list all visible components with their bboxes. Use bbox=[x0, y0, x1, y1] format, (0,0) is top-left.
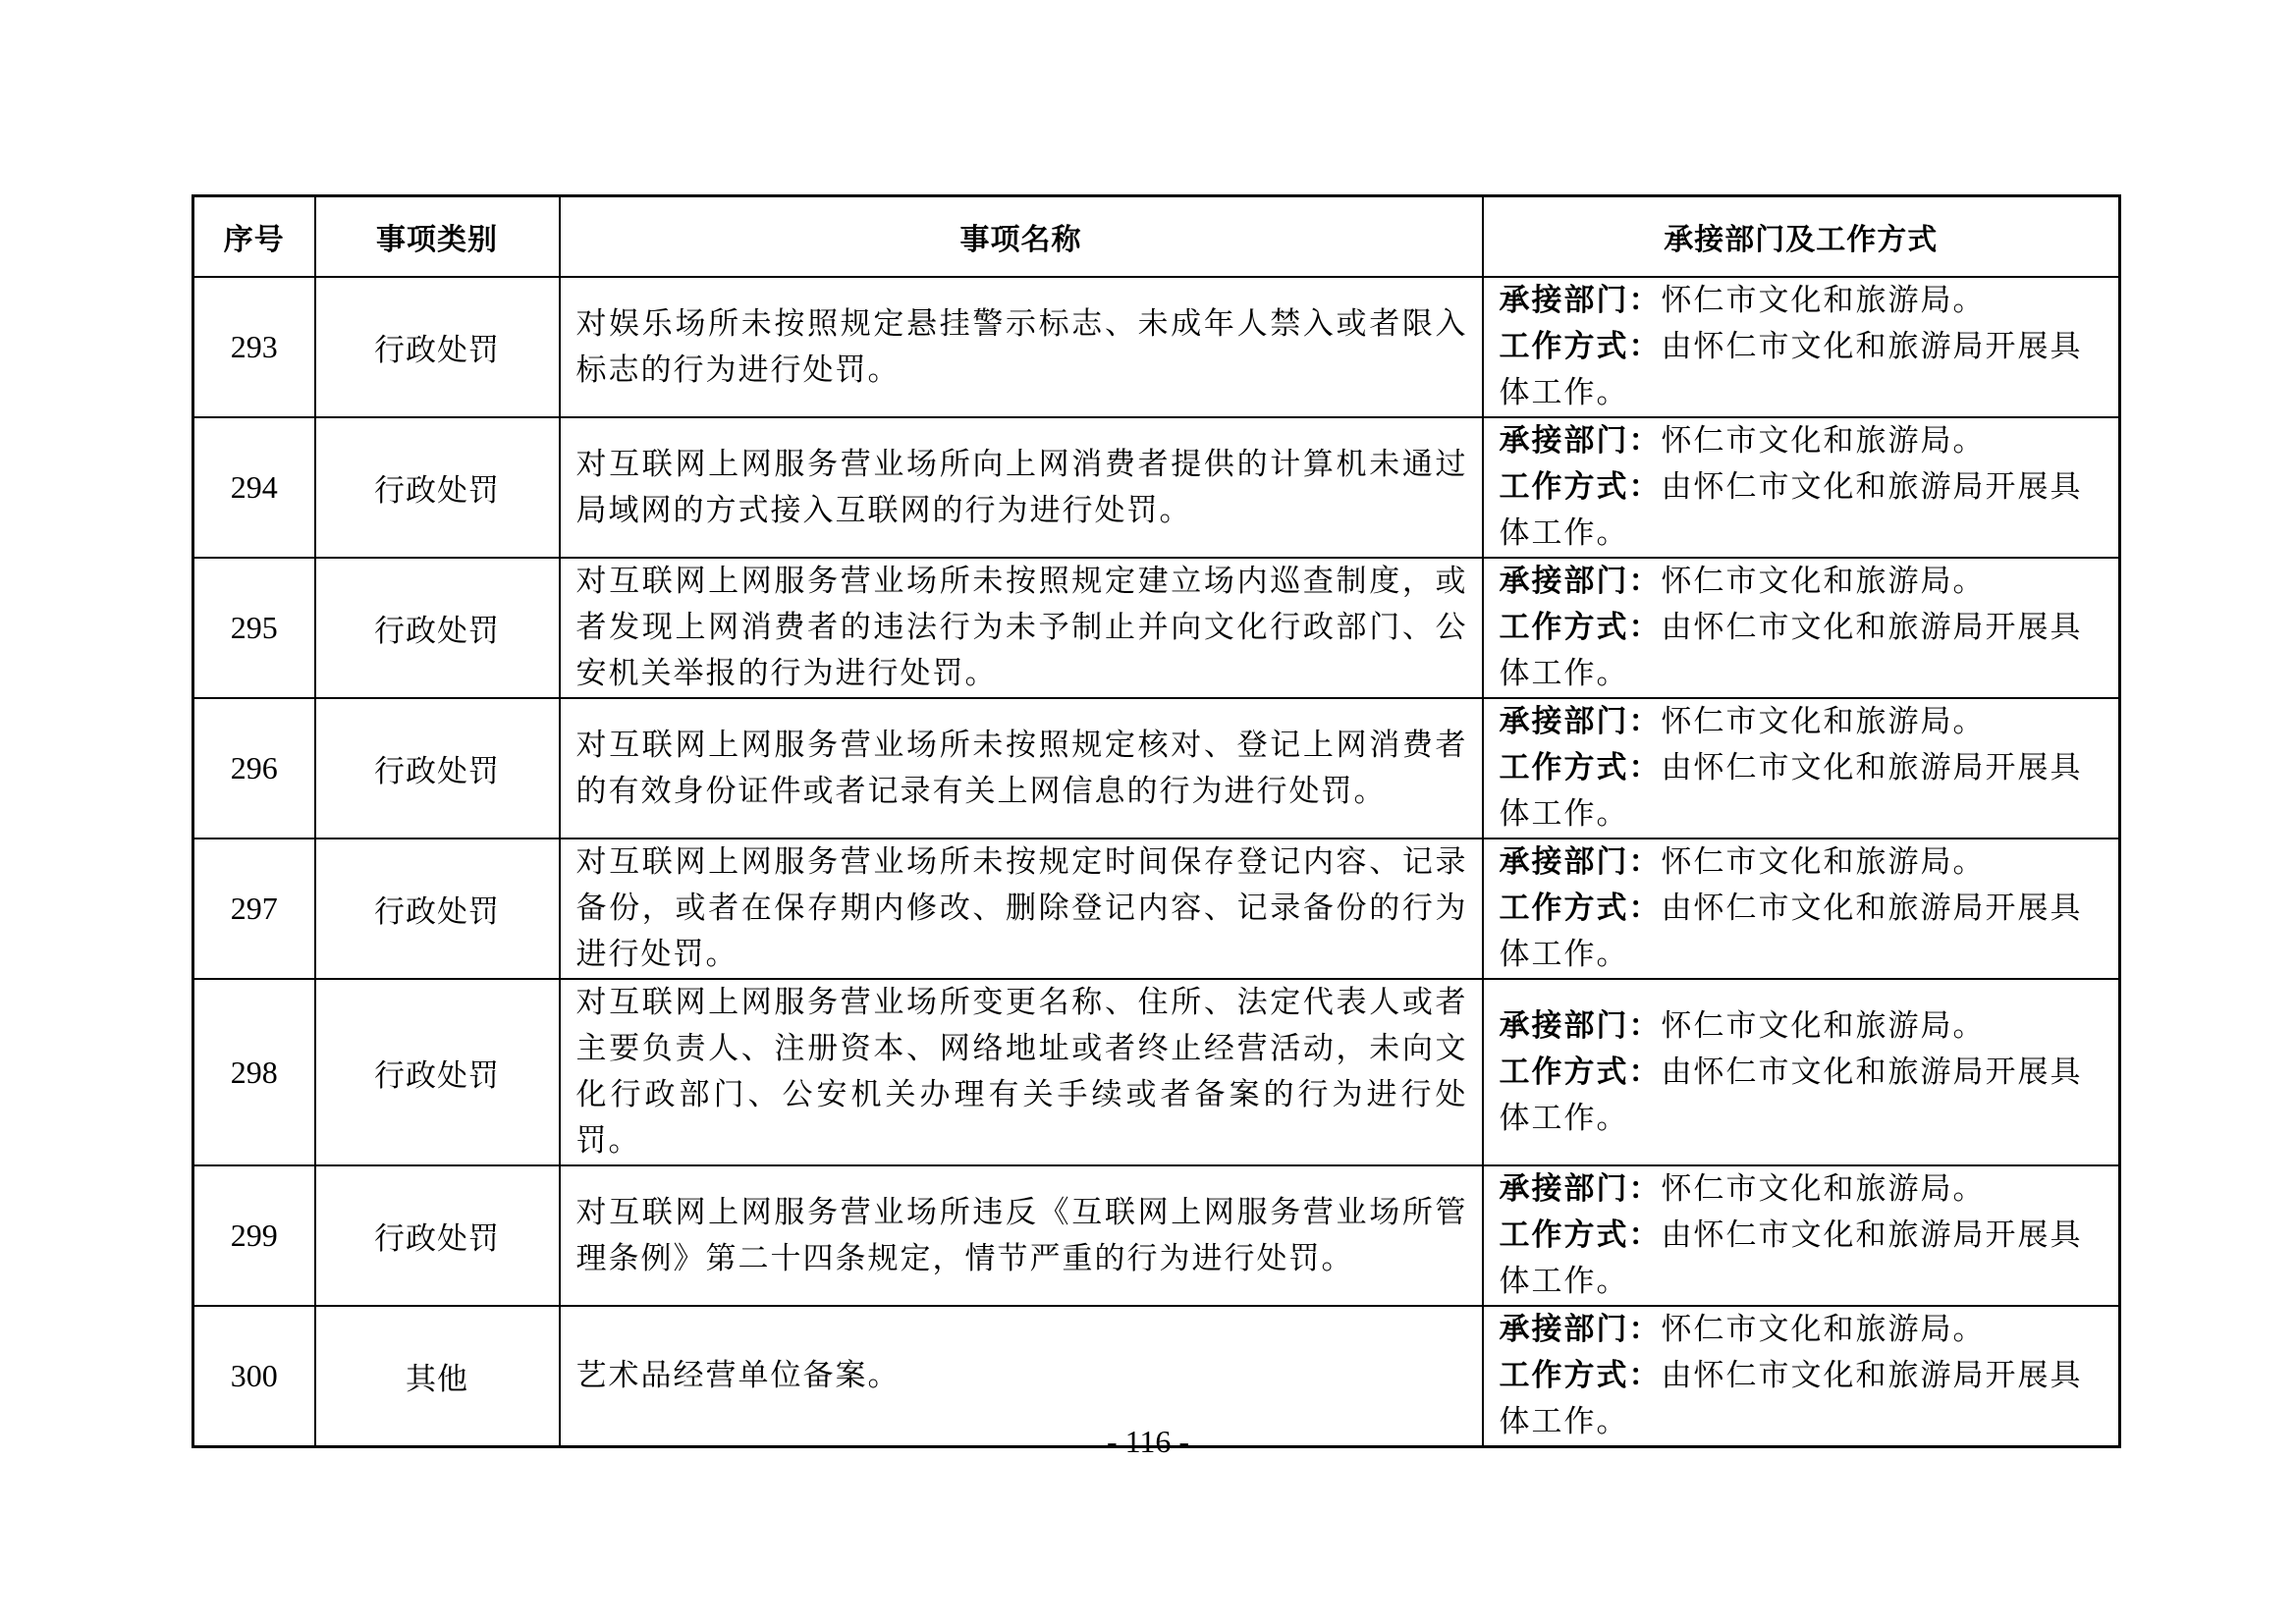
table-row bbox=[193, 979, 2120, 1165]
dept-value: 怀仁市文化和旅游局。 bbox=[1661, 844, 1986, 880]
dept-value: 怀仁市文化和旅游局。 bbox=[1661, 1312, 1986, 1347]
method-value: 由怀仁市文化和旅游局开展具体工作。 bbox=[1499, 469, 2083, 551]
row-no: 293 bbox=[193, 277, 315, 417]
dept-label: 承接部门： bbox=[1499, 1171, 1662, 1207]
row-dept bbox=[1483, 698, 2120, 839]
table-row bbox=[193, 1165, 2120, 1306]
method-line bbox=[1500, 1213, 2105, 1305]
method-label: 工作方式： bbox=[1499, 1054, 1662, 1090]
header-no: 序号 bbox=[193, 196, 315, 278]
dept-value: 怀仁市文化和旅游局。 bbox=[1661, 1007, 1986, 1044]
dept-line bbox=[1500, 699, 2105, 745]
dept-label: 承接部门： bbox=[1499, 283, 1662, 318]
header-name: 事项名称 bbox=[560, 196, 1483, 278]
page-number: - 116 - bbox=[1106, 1424, 1190, 1459]
dept-value: 怀仁市文化和旅游局。 bbox=[1661, 423, 1986, 459]
method-value: 由怀仁市文化和旅游局开展具体工作。 bbox=[1499, 750, 2083, 832]
header-category: 事项类别 bbox=[315, 196, 560, 278]
method-value: 由怀仁市文化和旅游局开展具体工作。 bbox=[1499, 1054, 2083, 1136]
row-name: 对互联网上网服务营业场所未按照规定建立场内巡查制度，或者发现上网消费者的违法行为未予制止并向文化行政部门、公安机关举报的行为进行处罚。 bbox=[560, 558, 1483, 698]
dept-line bbox=[1500, 1003, 2105, 1050]
row-dept bbox=[1483, 277, 2120, 417]
method-line bbox=[1500, 745, 2105, 838]
dept-line bbox=[1500, 418, 2105, 464]
row-category: 行政处罚 bbox=[315, 417, 560, 558]
method-label: 工作方式： bbox=[1499, 1358, 1662, 1393]
dept-value: 怀仁市文化和旅游局。 bbox=[1661, 564, 1986, 599]
dept-line bbox=[1500, 839, 2105, 886]
row-name: 对互联网上网服务营业场所向上网消费者提供的计算机未通过局域网的方式接入互联网的行为进行处罚。 bbox=[560, 417, 1483, 558]
method-line bbox=[1500, 1050, 2105, 1142]
dept-line bbox=[1500, 1166, 2105, 1213]
dept-label: 承接部门： bbox=[1499, 564, 1662, 599]
row-dept bbox=[1483, 1165, 2120, 1306]
row-name: 对娱乐场所未按照规定悬挂警示标志、未成年人禁入或者限入标志的行为进行处罚。 bbox=[560, 277, 1483, 417]
row-category: 行政处罚 bbox=[315, 839, 560, 979]
method-value: 由怀仁市文化和旅游局开展具体工作。 bbox=[1499, 610, 2083, 691]
dept-label: 承接部门： bbox=[1499, 423, 1662, 459]
method-line bbox=[1500, 605, 2105, 697]
table-row bbox=[193, 558, 2120, 698]
item-table bbox=[191, 194, 2121, 1448]
method-value: 由怀仁市文化和旅游局开展具体工作。 bbox=[1499, 891, 2083, 972]
row-category: 其他 bbox=[315, 1306, 560, 1447]
dept-line bbox=[1500, 278, 2105, 324]
dept-label: 承接部门： bbox=[1499, 1312, 1662, 1347]
row-category: 行政处罚 bbox=[315, 277, 560, 417]
row-no: 296 bbox=[193, 698, 315, 839]
dept-value: 怀仁市文化和旅游局。 bbox=[1661, 1171, 1986, 1207]
table-header-row bbox=[193, 196, 2120, 278]
method-label: 工作方式： bbox=[1499, 1217, 1662, 1253]
row-category: 行政处罚 bbox=[315, 1165, 560, 1306]
dept-value: 怀仁市文化和旅游局。 bbox=[1661, 704, 1986, 739]
row-no: 299 bbox=[193, 1165, 315, 1306]
dept-label: 承接部门： bbox=[1499, 1007, 1662, 1044]
dept-line bbox=[1500, 1307, 2105, 1353]
row-name: 艺术品经营单位备案。 bbox=[560, 1306, 1483, 1447]
method-line bbox=[1500, 464, 2105, 557]
dept-value: 怀仁市文化和旅游局。 bbox=[1661, 283, 1986, 318]
header-dept: 承接部门及工作方式 bbox=[1483, 196, 2120, 278]
dept-label: 承接部门： bbox=[1499, 844, 1662, 880]
row-category: 行政处罚 bbox=[315, 698, 560, 839]
row-name: 对互联网上网服务营业场所未按照规定核对、登记上网消费者的有效身份证件或者记录有关上网信息的行为进行处罚。 bbox=[560, 698, 1483, 839]
method-label: 工作方式： bbox=[1499, 469, 1662, 505]
row-dept bbox=[1483, 558, 2120, 698]
row-category: 行政处罚 bbox=[315, 558, 560, 698]
method-line bbox=[1500, 886, 2105, 978]
table-row bbox=[193, 698, 2120, 839]
row-dept bbox=[1483, 979, 2120, 1165]
row-no: 300 bbox=[193, 1306, 315, 1447]
dept-line bbox=[1500, 559, 2105, 605]
row-no: 298 bbox=[193, 979, 315, 1165]
method-label: 工作方式： bbox=[1499, 329, 1662, 364]
method-value: 由怀仁市文化和旅游局开展具体工作。 bbox=[1499, 1217, 2083, 1299]
method-value: 由怀仁市文化和旅游局开展具体工作。 bbox=[1499, 1358, 2083, 1439]
row-no: 294 bbox=[193, 417, 315, 558]
row-name: 对互联网上网服务营业场所未按规定时间保存登记内容、记录备份，或者在保存期内修改、删除登记内容、记录备份的行为进行处罚。 bbox=[560, 839, 1483, 979]
row-dept bbox=[1483, 417, 2120, 558]
row-no: 295 bbox=[193, 558, 315, 698]
row-no: 297 bbox=[193, 839, 315, 979]
method-value: 由怀仁市文化和旅游局开展具体工作。 bbox=[1499, 329, 2083, 410]
method-line bbox=[1500, 324, 2105, 416]
method-label: 工作方式： bbox=[1499, 891, 1662, 926]
method-label: 工作方式： bbox=[1499, 750, 1662, 785]
table-row bbox=[193, 417, 2120, 558]
row-dept bbox=[1483, 839, 2120, 979]
dept-label: 承接部门： bbox=[1499, 704, 1662, 739]
row-name: 对互联网上网服务营业场所变更名称、住所、法定代表人或者主要负责人、注册资本、网络地址或者终止经营活动，未向文化行政部门、公安机关办理有关手续或者备案的行为进行处罚。 bbox=[560, 979, 1483, 1165]
table-row bbox=[193, 839, 2120, 979]
method-label: 工作方式： bbox=[1499, 610, 1662, 645]
row-category: 行政处罚 bbox=[315, 979, 560, 1165]
row-name: 对互联网上网服务营业场所违反《互联网上网服务营业场所管理条例》第二十四条规定，情节严重的行为进行处罚。 bbox=[560, 1165, 1483, 1306]
table-row bbox=[193, 277, 2120, 417]
